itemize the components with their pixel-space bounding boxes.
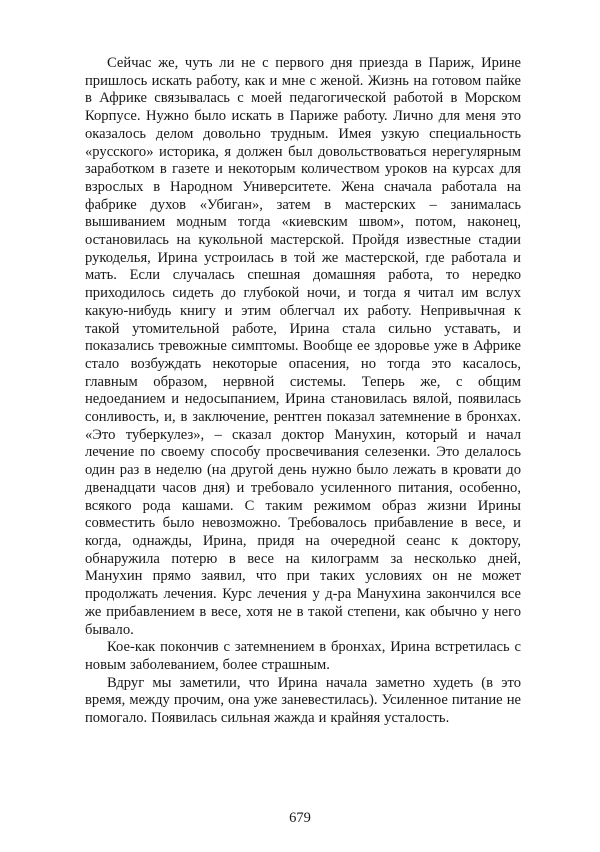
page-number: 679: [289, 810, 311, 826]
paragraph-2: Кое-как покончив с затемнением в бронхах, Ирина встретилась с новым заболеванием, более страшным.: [85, 639, 521, 673]
page-text-block: [85, 55, 521, 728]
paragraph-3: Вдруг мы заметили, что Ирина начала заметно худеть (в это время, между прочим, она уже заневестилась). Усиленное питание не помогало. Появилась сильная жажда и крайняя усталость.: [85, 674, 521, 727]
paragraph-1: Сейчас же, чуть ли не с первого дня приезда в Париж, Ирине пришлось искать работу, как и мне с женой. Жизнь на готовом пайке в Африке связывалась с моей педагогической работой в Морском Корпусе. Нужно было искать в Париже работу. Лично для меня это оказалось делом довольно трудным. Имея узкую специальность «русского» историка, я должен был довольствоваться нерегулярным заработком в газете и некоторым количеством уроков на курсах для взрослых в Народном Университете. Жена сначала работала на фабрике духов «Убиган», затем в мастерских – занималась вышиванием модным тогда «киевским швом», потом, наконец, остановилась на кукольной мастерской. Пройдя известные стадии рукоделья, Ирина устроилась в той же мастерской, где работала и мать. Если случалась спешная домашняя работа, то нередко приходилось сидеть до глубокой ночи, и тогда я читал им вслух какую-нибудь книгу и этим облегчал их работу. Непривычная к такой утомительной работе, Ирина стала сильно уставать, и показались тревожные симптомы. Вообще ее здоровье уже в Африке стало возбуждать некоторые опасения, но тогда это касалось, главным образом, нервной системы. Теперь же, с общим недоеданием и недосыпанием, Ирина становилась вялой, появилась сонливость, и, в заключение, рентген показал затемнение в бронхах. «Это туберкулез», – сказал доктор Манухин, который и начал лечение по своему способу просвечивания селезенки. Это делалось один раз в неделю (на другой день нужно было лежать в кровати до двенадцати часов дня) и требовало усиленного питания, особенно, всякого рода кашами. С таким режимом образ жизни Ирины совместить было невозможно. Требовалось прибавление в весе, и когда, однажды, Ирина, придя на очередной сеанс к доктору, обнаружила потерю в весе на килограмм за несколько дней, Манухин прямо заявил, что при таких условиях он не может продолжать лечения. Курс лечения у д-ра Манухина закончился все же прибавлением в весе, хотя не в такой степени, как обычно у него бывало.: [85, 55, 521, 638]
